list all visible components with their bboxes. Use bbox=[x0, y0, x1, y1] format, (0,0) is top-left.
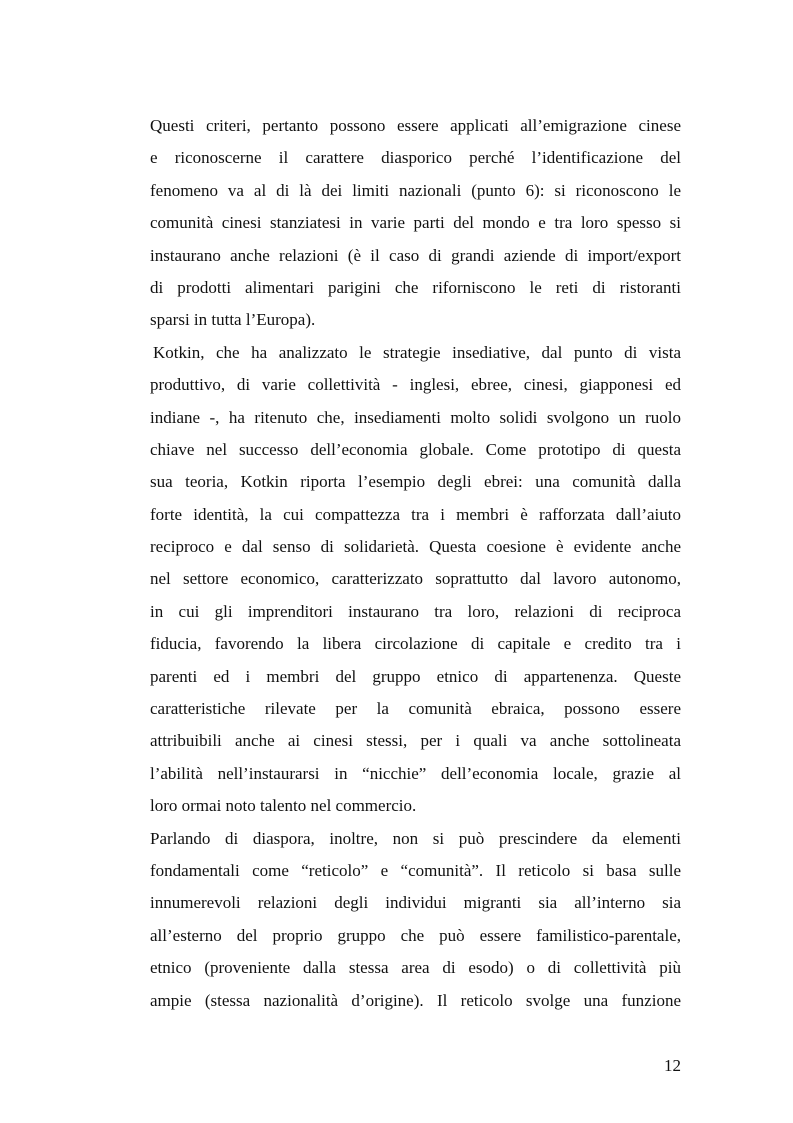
page-number: 12 bbox=[664, 1056, 681, 1075]
text-line: l’abilità nell’instaurarsi in “nicchie” dell’economia locale, grazie al bbox=[150, 763, 681, 783]
text-line: in cui gli imprenditori instaurano tra loro, relazioni di reciproca bbox=[150, 601, 681, 621]
text-line: fiducia, favorendo la libera circolazione di capitale e credito tra i bbox=[150, 634, 681, 654]
text-line: Questi criteri, pertanto possono essere applicati all’emigrazione cinese bbox=[150, 116, 681, 135]
text-line: sua teoria, Kotkin riporta l’esempio degli ebrei: una comunità dalla bbox=[150, 472, 681, 492]
text-line: produttivo, di varie collettività - inglesi, ebree, cinesi, giapponesi ed bbox=[150, 375, 681, 395]
text-line: innumerevoli relazioni degli individui migranti sia all’interno sia bbox=[150, 893, 681, 913]
body-text bbox=[150, 110, 681, 1017]
text-line: Parlando di diaspora, inoltre, non si può prescindere da elementi bbox=[150, 828, 681, 848]
text-line: sparsi in tutta l’Europa). bbox=[150, 310, 316, 330]
text-line: caratteristiche rilevate per la comunità ebraica, possono essere bbox=[150, 699, 681, 719]
text-line: loro ormai noto talento nel commercio. bbox=[150, 796, 417, 816]
text-line: instaurano anche relazioni (è il caso di grandi aziende di import/export bbox=[150, 245, 681, 265]
text-line: forte identità, la cui compattezza tra i membri è rafforzata dall’aiuto bbox=[150, 504, 681, 524]
text-line: ampie (stessa nazionalità d’origine). Il reticolo svolge una funzione bbox=[150, 990, 681, 1010]
text-line: reciproco e dal senso di solidarietà. Questa coesione è evidente anche bbox=[150, 537, 681, 557]
text-line: etnico (proveniente dalla stessa area di esodo) o di collettività più bbox=[150, 958, 681, 978]
text-line: chiave nel successo dell’economia globale. Come prototipo di questa bbox=[150, 439, 681, 459]
text-line: fenomeno va al di là dei limiti nazionali (punto 6): si riconoscono le bbox=[150, 180, 681, 200]
text-line: Kotkin, che ha analizzato le strategie insediative, dal punto di vista bbox=[153, 342, 681, 362]
text-line: fondamentali come “reticolo” e “comunità”. Il reticolo si basa sulle bbox=[150, 860, 681, 880]
text-line: parenti ed i membri del gruppo etnico di appartenenza. Queste bbox=[150, 666, 681, 686]
text-line: indiane -, ha ritenuto che, insediamenti molto solidi svolgono un ruolo bbox=[150, 407, 681, 427]
text-line: attribuibili anche ai cinesi stessi, per i quali va anche sottolineata bbox=[150, 731, 681, 751]
text-line: all’esterno del proprio gruppo che può essere familistico-parentale, bbox=[150, 925, 681, 945]
text-line: nel settore economico, caratterizzato soprattutto dal lavoro autonomo, bbox=[150, 569, 681, 589]
text-line: di prodotti alimentari parigini che riforniscono le reti di ristoranti bbox=[150, 277, 681, 297]
text-line: comunità cinesi stanziatesi in varie parti del mondo e tra loro spesso si bbox=[150, 213, 681, 233]
text-line: e riconoscerne il carattere diasporico perché l’identificazione del bbox=[150, 148, 681, 168]
